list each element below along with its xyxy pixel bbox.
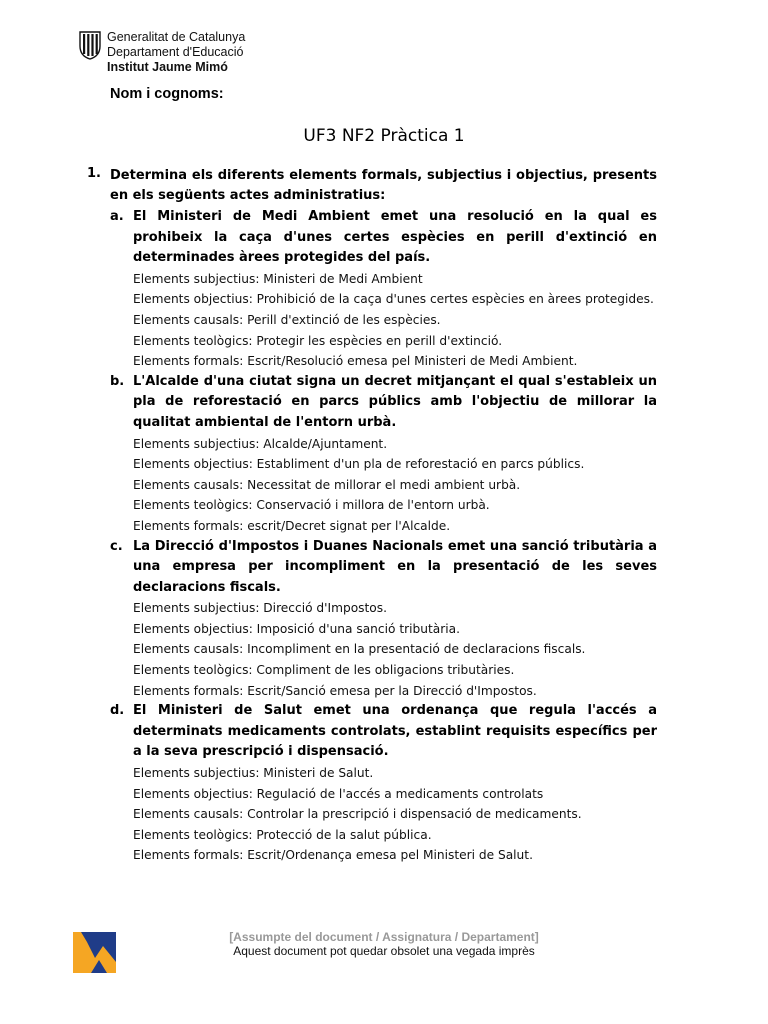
answer-teleological: Elements teològics: Protegir les espècies en perill d'extinció. — [133, 333, 503, 348]
question-number: 1. — [87, 166, 101, 181]
item-statement: El Ministeri de Salut emet una ordenança que regula l'accés a determinats medicaments controlats, establint requisits específics per a la seva prescripció i dispensació. — [133, 703, 657, 760]
item-statement: La Direcció d'Impostos i Duanes Nacionals emet una sanció tributària a una empresa per incompliment en la presentació de les seves declaracions fiscals. — [133, 538, 657, 595]
question-item-a — [110, 207, 657, 372]
answer-formal: Elements formals: escrit/Decret signat per l'Alcalde. — [133, 518, 451, 533]
item-statement: L'Alcalde d'una ciutat signa un decret mitjançant el qual s'estableix un pla de reforestació en parcs públics amb l'objectiu de millorar la qualitat ambiental de l'entorn urbà. — [133, 373, 657, 430]
question-text: Determina els diferents elements formals, subjectius i objectius, presents en els següents actes administratius: — [110, 168, 657, 203]
answer-causal: Elements causals: Incompliment en la presentació de declaracions fiscals. — [133, 642, 586, 657]
institute-logo-icon — [73, 932, 116, 973]
answer-causal: Elements causals: Necessitat de millorar el medi ambient urbà. — [133, 477, 521, 492]
answer-teleological: Elements teològics: Protecció de la salut pública. — [133, 827, 432, 842]
answer-formal: Elements formals: Escrit/Resolució emesa pel Ministeri de Medi Ambient. — [133, 354, 578, 369]
answer-objective: Elements objectius: Prohibició de la caça d'unes certes espècies en àrees protegides. — [133, 292, 654, 307]
question-item-c — [110, 537, 657, 702]
answer-subjective: Elements subjectius: Direcció d'Impostos. — [133, 601, 387, 616]
generalitat-seal-icon — [77, 30, 103, 60]
item-letter: c. — [110, 538, 123, 554]
name-label: Nom i cognoms: — [110, 86, 224, 102]
footer-subject: [Assumpte del document / Assignatura / Departament] — [229, 930, 539, 944]
question-item-d — [110, 701, 657, 866]
answer-causal: Elements causals: Controlar la prescripció i dispensació de medicaments. — [133, 807, 582, 822]
answer-subjective: Elements subjectius: Ministeri de Medi Ambient — [133, 271, 423, 286]
page-footer — [160, 930, 608, 958]
answer-objective: Elements objectius: Regulació de l'accés a medicaments controlats — [133, 786, 544, 801]
answer-teleological: Elements teològics: Conservació i millora de l'entorn urbà. — [133, 498, 490, 513]
item-letter: d. — [110, 703, 125, 719]
answer-subjective: Elements subjectius: Ministeri de Salut. — [133, 766, 374, 781]
answer-formal: Elements formals: Escrit/Ordenança emesa pel Ministeri de Salut. — [133, 848, 533, 863]
answer-formal: Elements formals: Escrit/Sanció emesa per la Direcció d'Impostos. — [133, 683, 537, 698]
answer-objective: Elements objectius: Establiment d'un pla de reforestació en parcs públics. — [133, 457, 585, 472]
item-letter: b. — [110, 373, 125, 389]
header-text — [107, 30, 245, 75]
question-items — [110, 207, 657, 866]
question-item-b — [110, 372, 657, 537]
org-line-1: Generalitat de Catalunya — [107, 30, 246, 44]
answer-objective: Elements objectius: Imposició d'una sanció tributària. — [133, 621, 460, 636]
header-logo — [73, 28, 273, 80]
answer-teleological: Elements teològics: Compliment de les obligacions tributàries. — [133, 663, 515, 678]
institute-name: Institut Jaume Mimó — [107, 60, 228, 74]
page-title: UF3 NF2 Pràctica 1 — [303, 126, 465, 146]
answer-subjective: Elements subjectius: Alcalde/Ajuntament. — [133, 436, 388, 451]
footer-note: Aquest document pot quedar obsolet una vegada imprès — [233, 944, 535, 958]
item-letter: a. — [110, 209, 124, 224]
item-statement: El Ministeri de Medi Ambient emet una resolució en la qual es prohibeix la caça d'unes certes espècies en perill d'extinció en determinades àrees protegides del país. — [133, 209, 657, 266]
answer-causal: Elements causals: Perill d'extinció de les espècies. — [133, 312, 441, 327]
org-line-2: Departament d'Educació — [107, 45, 244, 59]
